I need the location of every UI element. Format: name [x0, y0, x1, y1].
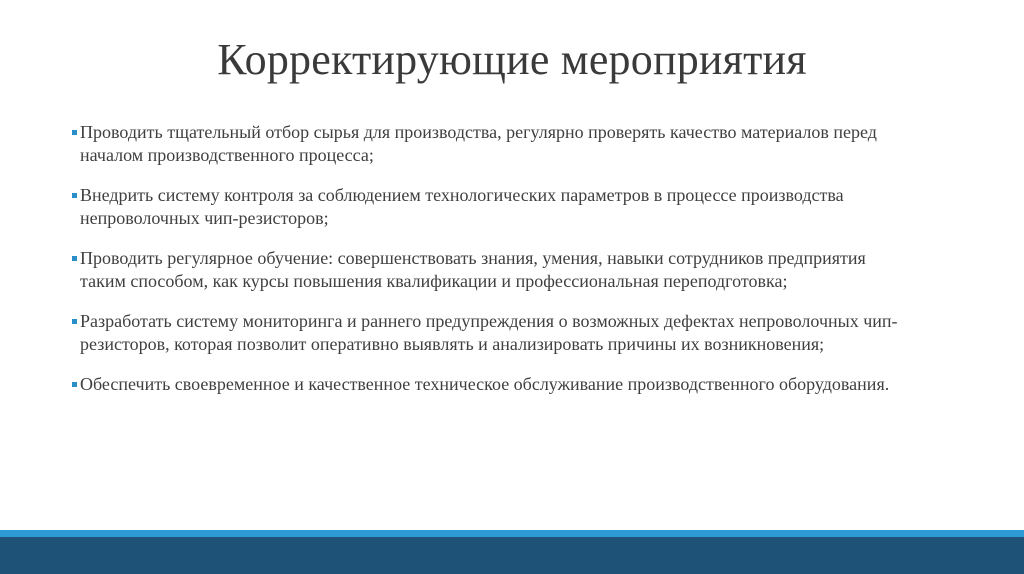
bullet-square-icon	[72, 193, 77, 198]
bullet-text: Проводить регулярное обучение: совершенствовать знания, умения, навыки сотрудников предприятия таким способом, как курсы повышения квалификации и профессиональная переподготовка;	[80, 248, 866, 291]
slide-title: Корректирующие мероприятия	[217, 35, 807, 84]
bullet-square-icon	[72, 256, 77, 261]
bullet-list	[72, 121, 902, 413]
bullet-item	[72, 247, 902, 293]
bullet-text: Внедрить систему контроля за соблюдением технологических параметров в процессе производства непроволочных чип-резисторов;	[80, 185, 844, 228]
bullet-item	[72, 310, 902, 356]
footer-accent-bar	[0, 530, 1024, 537]
bullet-item	[72, 373, 902, 396]
bullet-item	[72, 121, 902, 167]
bullet-square-icon	[72, 382, 77, 387]
footer-bar	[0, 537, 1024, 574]
bullet-text: Обеспечить своевременное и качественное техническое обслуживание производственного оборудования.	[80, 374, 890, 394]
bullet-text: Проводить тщательный отбор сырья для производства, регулярно проверять качество материалов перед началом производственного процесса;	[80, 122, 877, 165]
bullet-item	[72, 184, 902, 230]
bullet-square-icon	[72, 319, 77, 324]
bullet-text: Разработать систему мониторинга и раннего предупреждения о возможных дефектах непроволочных чип-резисторов, которая позволит оперативно выявлять и анализировать причины их возникновения;	[80, 311, 898, 354]
bullet-square-icon	[72, 130, 77, 135]
